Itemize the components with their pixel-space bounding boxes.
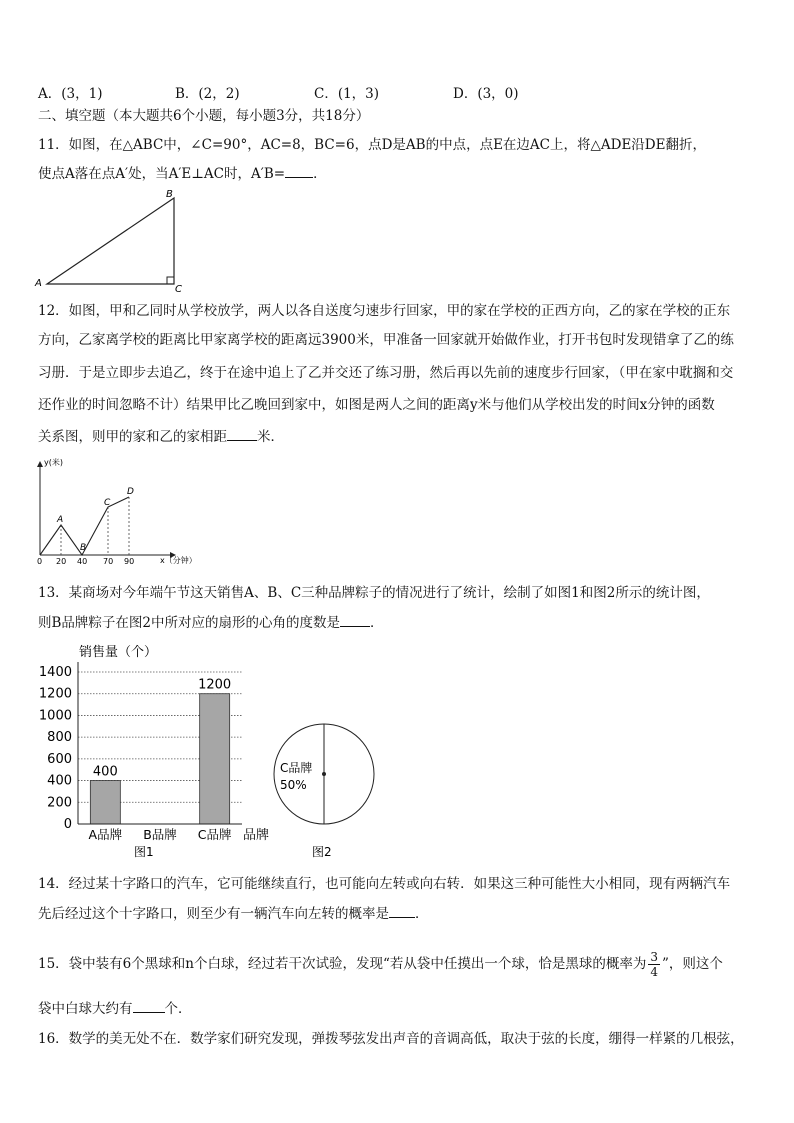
q12-line5-text: 关系图，则甲的家和乙的家相距 — [38, 429, 227, 445]
x-tick-label: C品牌 — [197, 827, 232, 842]
chart-yticks — [39, 665, 72, 832]
x-tick-label: B品牌 — [143, 827, 177, 842]
bar-chart — [30, 638, 280, 860]
q12-line1: 12．如图，甲和乙同时从学校放学，两人以各自送度匀速步行回家，甲的家在学校的正西方向，乙的家在学校的正东 — [38, 303, 731, 319]
pie-chart — [268, 712, 380, 860]
fraction-numerator: 3 — [650, 950, 659, 964]
chart-xticks — [89, 827, 232, 842]
q14-line2 — [38, 905, 429, 923]
answer-blank — [227, 428, 257, 441]
point-c: C — [104, 498, 111, 508]
q12-line5-end: 米． — [257, 429, 284, 445]
pie-label-name: C品牌 — [280, 761, 313, 775]
answer-blank — [340, 614, 370, 627]
q13-line1: 13．某商场对今年端午节这天销售A、B、C三种品牌粽子的情况进行了统计，绘制了如图1和图2所示的统计图， — [38, 585, 710, 601]
label-c: C — [175, 284, 182, 292]
y-tick-label: 200 — [47, 795, 72, 811]
option-a: A．(3，1) — [38, 86, 103, 102]
y-axis-label: y(米) — [44, 458, 63, 467]
point-d: D — [127, 487, 134, 497]
answer-blank — [133, 1000, 165, 1013]
option-b: B．(2，2) — [175, 86, 240, 102]
q16-line1: 16．数学的美无处不在．数学家们研究发现，弹拨琴弦发出声音的音调高低，取决于弦的长度，绷得一样紧的几根弦， — [38, 1031, 744, 1047]
fraction-denominator: 4 — [650, 965, 659, 979]
data-label: 400 — [92, 764, 118, 780]
pie-center — [322, 772, 326, 776]
bar — [90, 781, 120, 824]
fig1-caption: 图1 — [134, 845, 154, 859]
q14-line1: 14．经过某十字路口的汽车，它可能继续直行，也可能向左转或向右转．如果这三种可能性大小相同，现有两辆汽车 — [38, 876, 731, 892]
answer-blank — [285, 165, 313, 178]
option-c: C．(1，3) — [314, 86, 380, 102]
y-tick-label: 600 — [47, 751, 72, 767]
origin-label: 0 — [37, 557, 43, 566]
tick-20: 20 — [56, 557, 67, 566]
q15-line1-end: ”，则这个 — [662, 956, 723, 972]
triangle-figure — [30, 188, 190, 292]
q15-line1 — [38, 950, 723, 979]
pie-label-pct: 50% — [280, 778, 307, 792]
q11-line2-text: 使点A落在点A′处，当A′E⊥AC时，A′B= — [38, 166, 286, 182]
chart-ylabel: 销售量（个） — [79, 645, 158, 660]
y-tick-label: 400 — [47, 773, 72, 789]
label-b: B — [166, 189, 173, 200]
tick-70: 70 — [103, 557, 114, 566]
q11-line2-end: ． — [313, 166, 327, 182]
point-b: B — [80, 543, 87, 553]
bar — [200, 694, 230, 824]
q11-line2 — [38, 165, 327, 183]
tick-40: 40 — [77, 557, 88, 566]
q13-line2-text: 则B品牌粽子在图2中所对应的扇形的心角的度数是 — [38, 615, 341, 631]
data-label: 1200 — [198, 677, 232, 693]
y-tick-label: 0 — [63, 817, 72, 832]
q14-line2-text: 先后经过这个十字路口，则至少有一辆汽车向左转的概率是 — [38, 906, 389, 922]
point-a: A — [57, 515, 64, 525]
chart-xlabel: 品牌 — [243, 828, 270, 843]
answer-blank — [389, 905, 415, 918]
right-angle-mark — [167, 277, 174, 284]
x-tick-label: A品牌 — [88, 827, 123, 842]
q13-line2-end: ． — [370, 615, 384, 631]
q12-line5 — [38, 428, 284, 446]
q15-line2-text: 袋中白球大约有 — [38, 1001, 133, 1017]
q12-line4: 还作业的时间忽略不计）结果甲比乙晚回到家中，如图是两人之间的距离y米与他们从学校出发的时间x分钟的函数 — [38, 397, 715, 413]
section-header: 二、填空题（本大题共6个小题，每小题3分，共18分） — [38, 108, 370, 124]
option-d: D．(3，0) — [453, 86, 519, 102]
q11-line1: 11．如图，在△ABC中，∠C=90°，AC=8，BC=6，点D是AB的中点，点E在边AC上，将△ADE沿DE翻折， — [38, 137, 706, 153]
q15-line2 — [38, 1000, 192, 1018]
distance-time-graph — [30, 453, 210, 568]
q13-line2 — [38, 614, 384, 632]
tick-90: 90 — [124, 557, 135, 566]
y-tick-label: 800 — [47, 730, 72, 746]
y-tick-label: 1200 — [38, 686, 72, 702]
q14-line2-end: ． — [415, 906, 429, 922]
label-a: A — [35, 278, 42, 289]
x-axis-label: x（分钟） — [160, 556, 197, 565]
y-arrow — [37, 461, 43, 467]
q12-line3: 习册．于是立即步去追乙，终于在途中追上了乙并交还了练习册，然后再以先前的速度步行回家，（甲在家中耽搁和交 — [38, 365, 734, 381]
q15-line1-start: 15．袋中装有6个黑球和n个白球，经过若干次试验，发现“若从袋中任摸出一个球，恰是黑球的概率为 — [38, 956, 647, 972]
y-tick-label: 1400 — [38, 665, 72, 680]
fig2-caption: 图2 — [312, 845, 332, 859]
q15-line2-end: 个． — [164, 1001, 192, 1017]
q12-line2: 方向，乙家离学校的距离比甲家离学校的距离远3900米，甲准备一回家就开始做作业，打开书包时发现错拿了乙的练 — [38, 332, 734, 348]
y-tick-label: 1000 — [38, 708, 72, 724]
triangle-abc — [47, 198, 174, 284]
fraction-3-4 — [648, 950, 660, 979]
